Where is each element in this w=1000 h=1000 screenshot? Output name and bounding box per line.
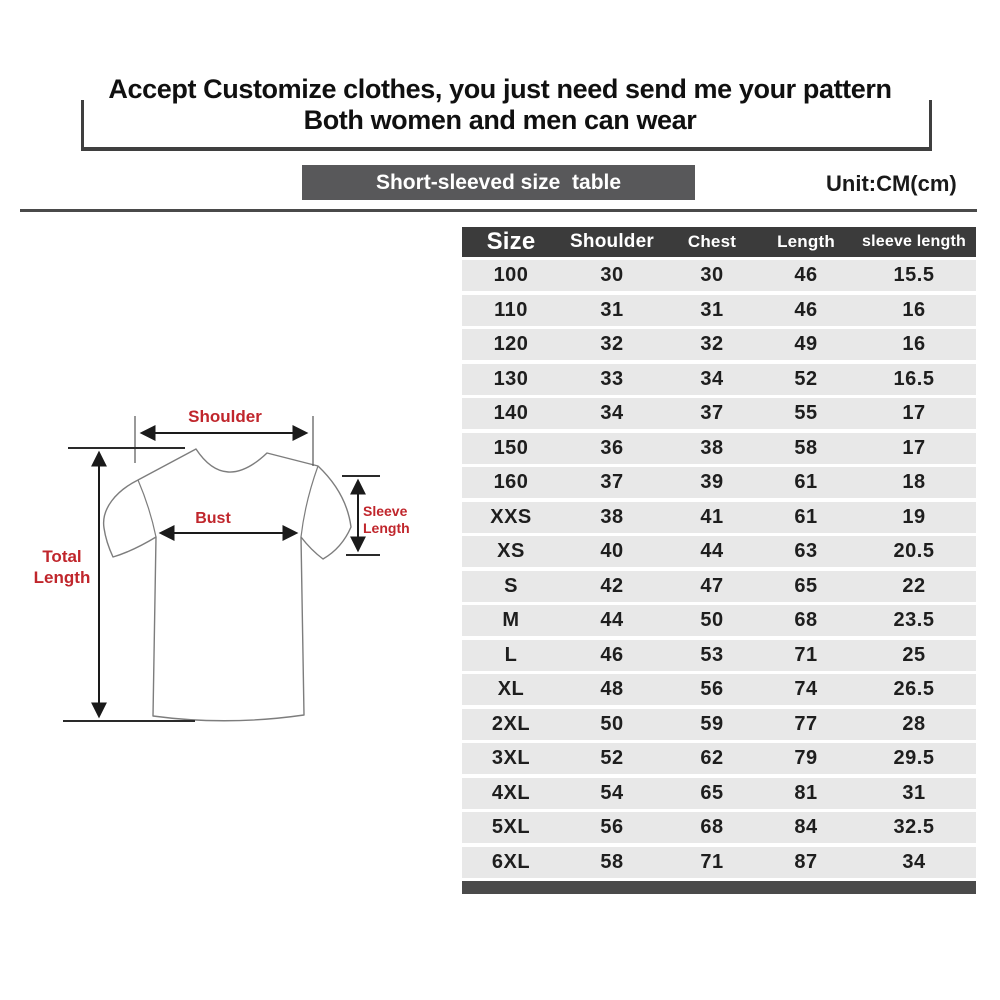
table-bottom-bar: [462, 881, 976, 894]
bust-label: Bust: [195, 510, 231, 527]
table-row: [462, 364, 976, 395]
cell-chest: 30: [700, 264, 724, 286]
cell-sleeve-length: 20.5: [893, 540, 935, 562]
unit-label: Unit:CM(cm): [826, 171, 957, 196]
cell-length: 58: [794, 436, 818, 459]
cell-chest: 53: [700, 643, 724, 666]
cell-sleeve-length: 17: [902, 436, 926, 459]
cell-size: 5XL: [491, 816, 531, 838]
table-row: [462, 640, 976, 671]
cell-chest: 47: [700, 574, 724, 597]
separator-line: [20, 209, 977, 212]
cell-size: 2XL: [491, 712, 531, 735]
cell-size: 120: [493, 333, 529, 355]
cell-sleeve-length: 17: [902, 402, 926, 424]
cell-size: XL: [497, 678, 525, 700]
cell-chest: 50: [700, 609, 724, 631]
size-table-header: [462, 227, 976, 257]
cell-chest: 71: [700, 850, 724, 873]
cell-chest: 68: [700, 816, 724, 838]
cell-length: 77: [794, 712, 818, 735]
cell-chest: 34: [700, 367, 724, 390]
column-header: Size: [486, 228, 536, 255]
table-row: [462, 674, 976, 705]
tshirt-measurement-diagram: [20, 390, 440, 740]
cell-shoulder: 56: [600, 816, 624, 838]
cell-chest: 31: [700, 298, 724, 321]
cell-shoulder: 32: [600, 333, 624, 355]
table-row: [462, 847, 976, 878]
cell-sleeve-length: 34: [902, 850, 926, 873]
table-row: [462, 778, 976, 809]
cell-shoulder: 50: [600, 712, 624, 735]
cell-sleeve-length: 16.5: [893, 367, 935, 390]
title-line-2: Both women and men can wear: [303, 105, 697, 135]
cell-sleeve-length: 31: [902, 781, 926, 804]
cell-length: 46: [794, 264, 818, 286]
shoulder-label: Shoulder: [188, 407, 262, 426]
cell-sleeve-length: 22: [902, 574, 926, 597]
cell-size: S: [504, 574, 518, 597]
cell-chest: 38: [700, 436, 724, 459]
cell-shoulder: 54: [600, 781, 624, 804]
cell-length: 49: [794, 333, 818, 355]
table-row: [462, 709, 976, 740]
cell-length: 84: [794, 816, 818, 838]
cell-size: 4XL: [491, 781, 531, 804]
cell-sleeve-length: 32.5: [893, 816, 935, 838]
cell-length: 87: [794, 850, 818, 873]
cell-shoulder: 44: [600, 609, 624, 631]
column-header: Chest: [687, 232, 737, 251]
sleeve-length-label-line2: Length: [363, 520, 410, 536]
cell-length: 46: [794, 298, 818, 321]
cell-chest: 39: [700, 471, 724, 493]
cell-shoulder: 52: [600, 747, 624, 769]
cell-length: 61: [794, 505, 818, 528]
cell-size: 160: [493, 471, 529, 493]
cell-sleeve-length: 19: [902, 505, 926, 528]
cell-chest: 59: [700, 712, 724, 735]
table-row: [462, 536, 976, 567]
cell-sleeve-length: 15.5: [893, 264, 935, 286]
cell-size: 140: [493, 402, 529, 424]
cell-sleeve-length: 26.5: [893, 678, 935, 700]
cell-size: 150: [493, 436, 529, 459]
cell-shoulder: 58: [600, 850, 624, 873]
column-header: Length: [777, 232, 835, 251]
cell-shoulder: 33: [600, 367, 624, 390]
sleeve-length-label-line1: Sleeve: [363, 503, 408, 519]
cell-chest: 32: [700, 333, 724, 355]
table-row: [462, 812, 976, 843]
cell-shoulder: 31: [600, 298, 624, 321]
cell-size: 130: [493, 367, 529, 390]
cell-chest: 44: [700, 540, 724, 562]
cell-length: 61: [794, 471, 818, 493]
cell-shoulder: 34: [600, 402, 624, 424]
cell-size: 3XL: [491, 747, 531, 769]
cell-shoulder: 37: [600, 471, 624, 493]
title-line-1: Accept Customize clothes, you just need send me your pattern: [108, 74, 892, 104]
cell-size: 100: [493, 264, 529, 286]
cell-sleeve-length: 29.5: [893, 747, 935, 769]
cell-length: 68: [794, 609, 818, 631]
table-row: [462, 743, 976, 774]
table-row: [462, 571, 976, 602]
cell-length: 74: [794, 678, 818, 700]
cell-shoulder: 40: [600, 540, 624, 562]
cell-sleeve-length: 16: [902, 333, 926, 355]
table-row: [462, 502, 976, 533]
cell-shoulder: 42: [600, 574, 624, 597]
table-row: [462, 295, 976, 326]
cell-length: 71: [794, 643, 818, 666]
cell-chest: 65: [700, 781, 724, 804]
cell-shoulder: 46: [600, 643, 624, 666]
cell-shoulder: 30: [600, 264, 624, 286]
cell-sleeve-length: 16: [902, 298, 926, 321]
cell-length: 55: [794, 402, 818, 424]
cell-size: XS: [497, 540, 525, 562]
cell-size: M: [502, 609, 520, 631]
table-title-banner: Short-sleeved size table: [302, 165, 695, 200]
column-header: sleeve length: [862, 233, 966, 250]
cell-size: 6XL: [491, 850, 531, 873]
cell-shoulder: 48: [600, 678, 624, 700]
tshirt-outline: [104, 449, 351, 721]
cell-size: 110: [494, 298, 528, 321]
cell-size: L: [504, 643, 518, 666]
column-header: Shoulder: [570, 231, 654, 252]
cell-length: 52: [794, 367, 818, 390]
table-row: [462, 467, 976, 498]
table-row: [462, 260, 976, 291]
cell-sleeve-length: 28: [902, 712, 926, 735]
table-row: [462, 605, 976, 636]
table-row: [462, 433, 976, 464]
total-length-label-line2: Length: [33, 568, 91, 587]
cell-chest: 41: [700, 505, 724, 528]
cell-length: 65: [794, 574, 818, 597]
cell-shoulder: 38: [600, 505, 624, 528]
cell-size: XXS: [490, 505, 532, 528]
cell-sleeve-length: 23.5: [893, 609, 935, 631]
table-row: [462, 398, 976, 429]
table-row: [462, 329, 976, 360]
cell-shoulder: 36: [600, 436, 624, 459]
size-table: [462, 227, 976, 894]
cell-sleeve-length: 25: [902, 643, 926, 666]
cell-length: 79: [794, 747, 818, 769]
page-title: [0, 74, 1000, 136]
cell-length: 81: [794, 781, 818, 804]
cell-length: 63: [794, 540, 818, 562]
total-length-label-line1: Total: [42, 547, 82, 566]
cell-chest: 37: [700, 402, 724, 424]
cell-chest: 62: [700, 747, 724, 769]
cell-chest: 56: [700, 678, 724, 700]
cell-sleeve-length: 18: [902, 471, 926, 493]
size-table-body: [462, 260, 976, 878]
